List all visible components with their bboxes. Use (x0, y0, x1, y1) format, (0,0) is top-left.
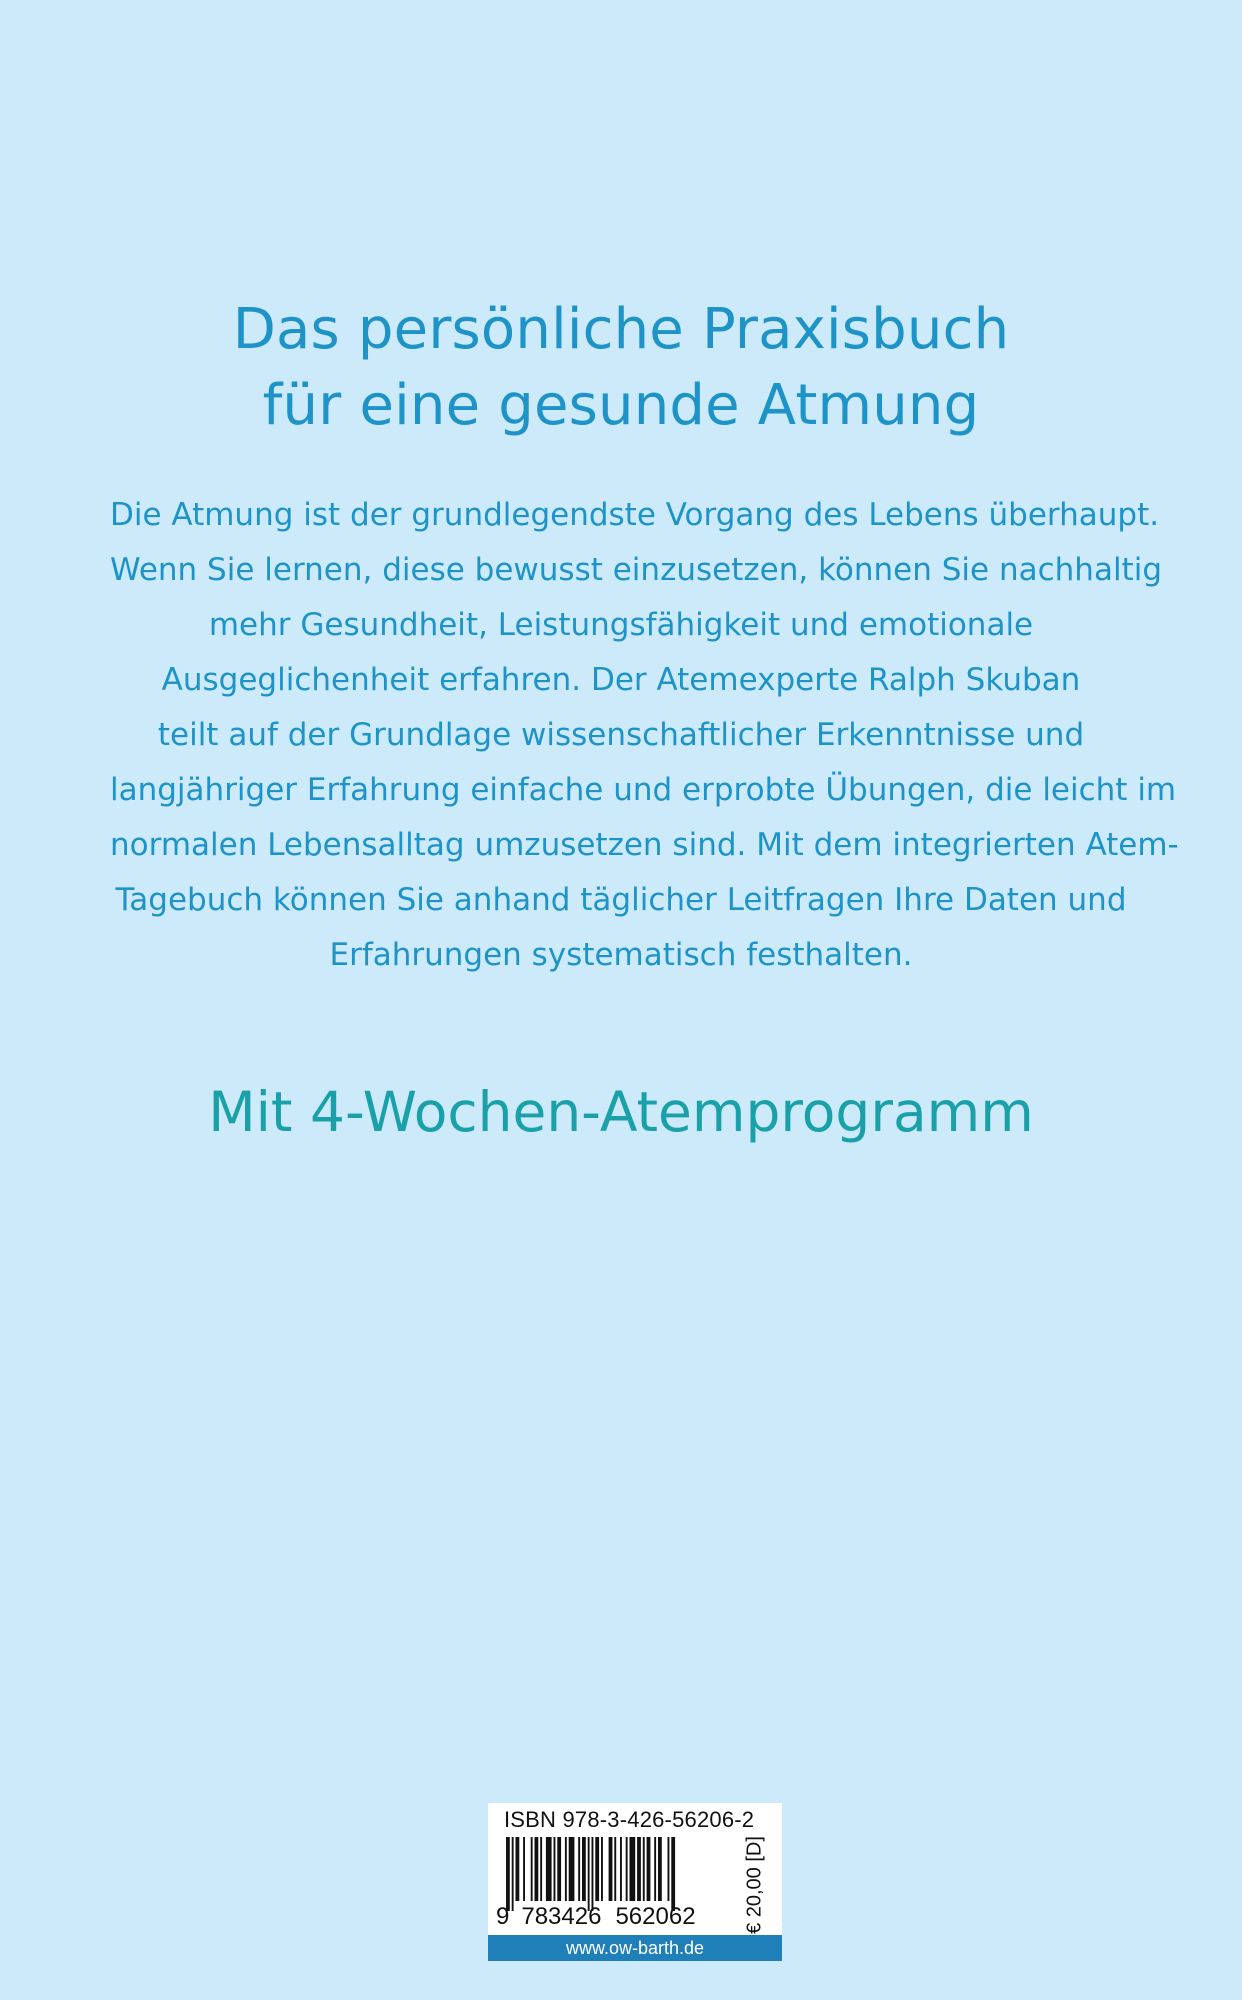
barcode-bar (506, 1837, 510, 1911)
isbn-text: ISBN 978-3-426-56206-2 (504, 1807, 755, 1832)
barcode-bar (620, 1837, 622, 1901)
blurb-line: teilt auf der Grundlage wissenschaftlicher Erkenntnisse und (157, 717, 1085, 753)
barcode-bar (592, 1837, 594, 1911)
program-subhead: Mit 4-Wochen-Atemprogramm (208, 1080, 1034, 1144)
barcode-bars (506, 1837, 734, 1911)
barcode-bar (601, 1837, 603, 1901)
barcode-bar (546, 1837, 552, 1901)
blurb-line: Die Atmung ist der grundlegendste Vorgang des Lebens überhaupt. (110, 497, 1160, 533)
barcode-bar (516, 1837, 520, 1901)
barcode-digits (496, 1903, 696, 1931)
blurb-line: Erfahrungen systematisch festhalten. (329, 937, 913, 973)
publisher-url: www.ow-barth.de (488, 1935, 782, 1961)
price-label (740, 1837, 770, 1933)
barcode-bar (647, 1837, 651, 1901)
barcode-bar (637, 1837, 641, 1901)
headline-line-2: für eine gesunde Atmung (262, 373, 980, 438)
blurb-line: mehr Gesundheit, Leistungsfähigkeit und emotionale (208, 607, 1034, 643)
barcode-bar (582, 1837, 586, 1901)
barcode-bar (569, 1837, 575, 1901)
barcode-bar (630, 1837, 636, 1901)
barcode-digit-first: 9 (496, 1903, 510, 1930)
barcode-bar (565, 1837, 567, 1901)
barcode-bar (540, 1837, 542, 1901)
barcode-bar (671, 1837, 675, 1911)
barcode-digits-group-2: 562062 (615, 1903, 696, 1930)
barcode-bar (643, 1837, 645, 1901)
barcode-bar (523, 1837, 525, 1901)
barcode-bar (668, 1837, 670, 1901)
barcode-bar (535, 1837, 539, 1901)
barcode-bar (626, 1837, 628, 1901)
blurb-line: Wenn Sie lernen, diese bewusst einzusetzen, können Sie nachhaltig (110, 552, 1163, 588)
barcode-bar (578, 1837, 580, 1901)
barcode-bar (595, 1837, 599, 1901)
barcode-bar (609, 1837, 613, 1901)
barcode-bar (531, 1837, 533, 1901)
barcode-bar (557, 1837, 561, 1901)
barcode-bar (654, 1837, 656, 1901)
blurb-line: langjähriger Erfahrung einfache und erprobte Übungen, die leicht im (110, 772, 1177, 808)
barcode-bar (588, 1837, 590, 1911)
blurb-line: Tagebuch können Sie anhand täglicher Leitfragen Ihre Daten und (115, 882, 1127, 918)
blurb-line: Ausgeglichenheit erfahren. Der Atemexperte Ralph Skuban (161, 662, 1081, 698)
price-text: € 20,00 [D] (743, 1836, 766, 1934)
barcode-bar (614, 1837, 616, 1901)
barcode-digits-group-1: 783426 (521, 1903, 602, 1930)
blurb-text (110, 488, 1179, 983)
barcode-bar (554, 1837, 556, 1901)
headline-line-1: Das persönliche Praxisbuch (232, 297, 1010, 362)
barcode-bar (658, 1837, 662, 1901)
barcode-block (488, 1803, 782, 1961)
headline (0, 292, 1242, 444)
barcode-bar (512, 1837, 514, 1911)
blurb-line: normalen Lebensalltag umzusetzen sind. Mit dem integrierten Atem- (110, 827, 1179, 863)
